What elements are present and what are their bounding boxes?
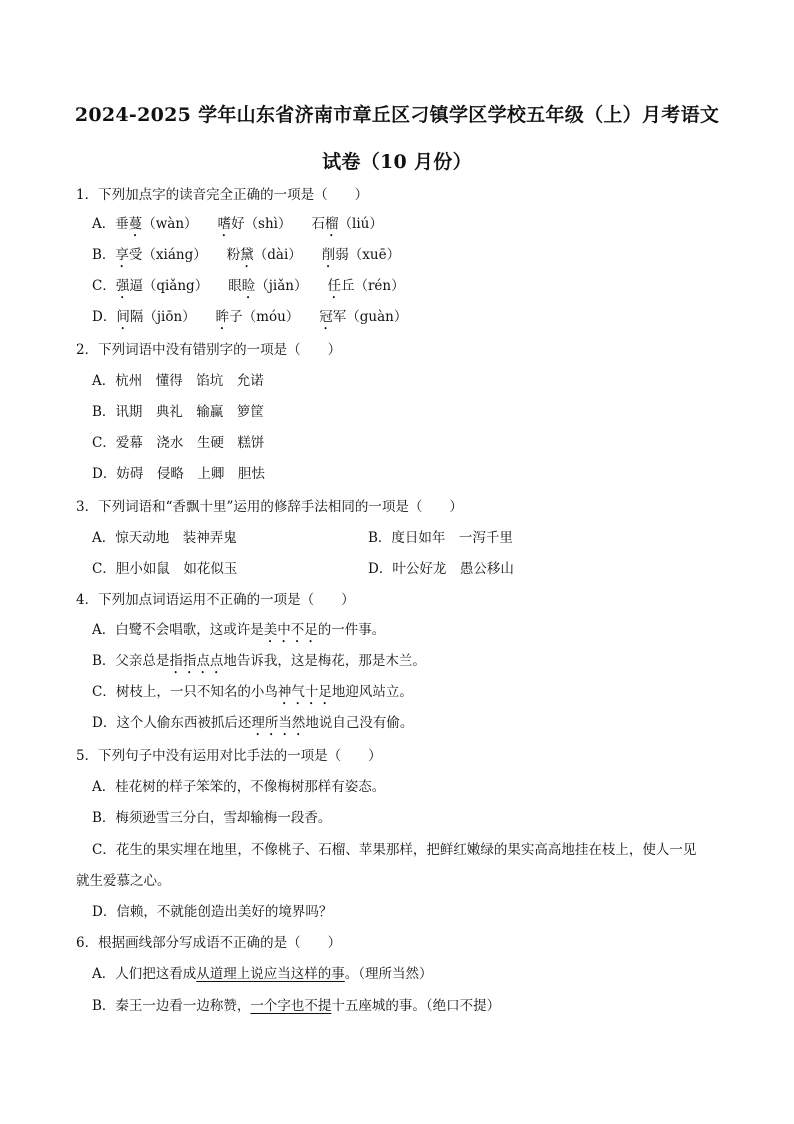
question-4-stem: 4．下列加点词语运用不正确的一项是（ ）	[76, 592, 355, 608]
question-3-option-b: B．度日如年 一泻千里	[368, 530, 513, 546]
question-2-option-b: B．讯期 典礼 输赢 箩筐	[92, 404, 264, 420]
question-1-option-b: B．享受（xiáng） 粉黛（dài） 削弱（xuē）	[92, 247, 401, 263]
question-4-option-c: C．树枝上，一只不知名的小鸟神气十足地迎风站立。	[92, 684, 413, 700]
question-5-option-b: B．梅须逊雪三分白，雪却输梅一段香。	[92, 810, 332, 826]
question-5-option-d: D．信赖，不就能创造出美好的境界吗？	[92, 904, 333, 920]
question-2-stem: 2．下列词语中没有错别字的一项是（ ）	[76, 342, 342, 358]
question-3-option-d: D．叶公好龙 愚公移山	[368, 561, 514, 577]
question-5-stem: 5．下列句子中没有运用对比手法的一项是（ ）	[76, 748, 382, 764]
question-6-option-a: A．人们把这看成从道理上说应当这样的事。（理所当然）	[92, 966, 433, 982]
question-5-option-c-line-1: C．花生的果实埋在地里，不像桃子、石榴、苹果那样，把鲜红嫩绿的果实高高地挂在枝上，使人一见	[92, 842, 697, 858]
question-1-option-a: A．垂蔓（wàn） 嗜好（shì） 石榴（liú）	[92, 216, 383, 232]
question-2-option-a: A．杭州 懂得 馅坑 允诺	[92, 373, 264, 389]
question-3-option-a: A．惊天动地 装神弄鬼	[92, 530, 237, 546]
question-5-option-c-line-2: 就生爱慕之心。	[76, 873, 171, 889]
question-2-option-d: D．妨碍 侵略 上卿 胆怯	[92, 466, 265, 482]
question-1-stem: 1．下列加点字的读音完全正确的一项是（ ）	[76, 187, 369, 203]
question-2-option-c: C．爱幕 浇水 生硬 糕饼	[92, 435, 265, 451]
question-1-option-d: D．间隔（jiōn） 眸子（móu） 冠军（guàn）	[92, 309, 408, 325]
question-5-option-a: A．桂花树的样子笨笨的，不像梅树那样有姿态。	[92, 779, 386, 795]
exam-title-line-2: 试卷（10 月份）	[322, 151, 472, 173]
question-4-option-d: D．这个人偷东西被抓后还理所当然地说自己没有偷。	[92, 715, 414, 731]
exam-title-line-1: 2024-2025 学年山东省济南市章丘区刁镇学区学校五年级（上）月考语文	[74, 104, 720, 126]
question-6-stem: 6．根据画线部分写成语不正确的是（ ）	[76, 935, 342, 951]
question-3-option-c: C．胆小如鼠 如花似玉	[92, 561, 238, 577]
question-3-stem: 3．下列词语和“香飘十里”运用的修辞手法相同的一项是（ ）	[76, 499, 463, 515]
question-6-option-b: B．秦王一边看一边称赞，一个字也不提十五座城的事。（绝口不提）	[92, 998, 501, 1014]
question-4-option-a: A．白鹭不会唱歌，这或许是美中不足的一件事。	[92, 622, 386, 638]
question-1-option-c: C．强逼（qiǎng） 眼睑（jiǎn） 任丘（rén）	[92, 278, 405, 294]
question-4-option-b: B．父亲总是指指点点地告诉我，这是梅花，那是木兰。	[92, 653, 426, 669]
